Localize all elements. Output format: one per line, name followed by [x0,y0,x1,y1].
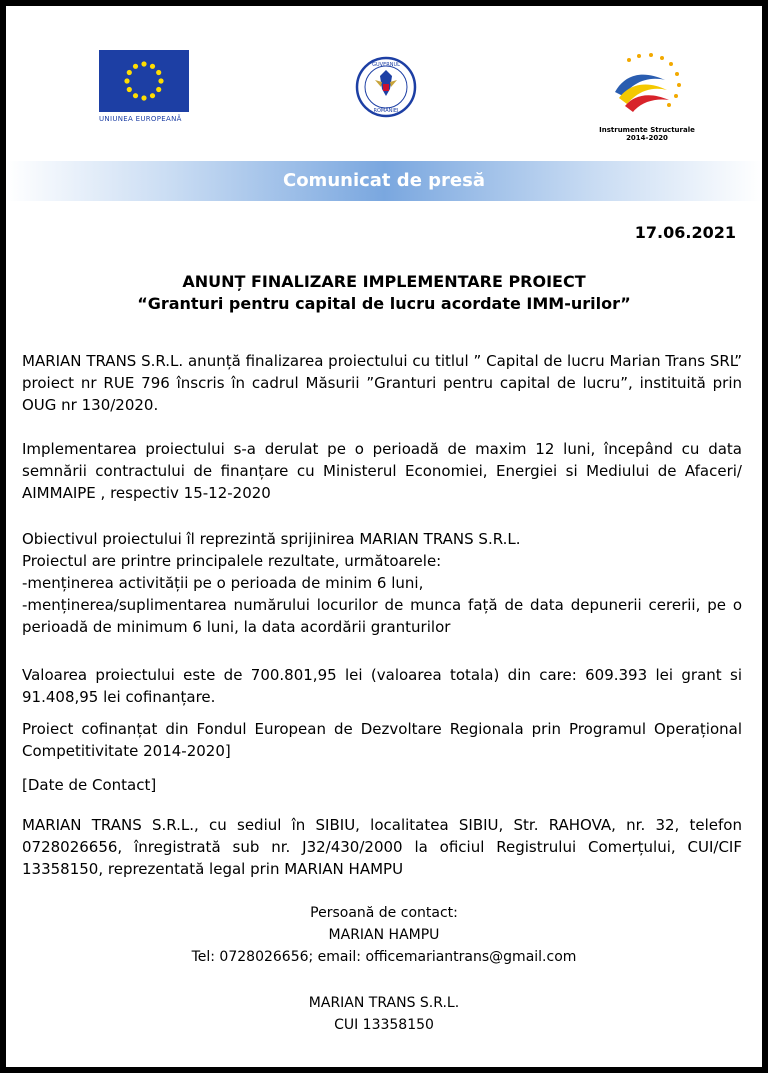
company-name: MARIAN TRANS S.R.L. [308,995,460,1011]
paragraph-company-details: MARIAN TRANS S.R.L., cu sediul în SIBIU, localitatea SIBIU, Str. RAHOVA, nr. 32, telefon 0728026656, înregistrată sub nr. J32/430/2000 la oficiul Registrului Comerțului, CUI/CIF 13358150, reprezentată legal prin MARIAN HAMPU [22,816,742,878]
contact-data-heading: [Date de Contact] [22,776,157,794]
result-item: -menținerea activității pe o perioada de minim 6 luni, [22,574,424,592]
company-cui: CUI 13358150 [334,1017,434,1033]
paragraph-objective [22,528,742,638]
eu-caption: UNIUNEA EUROPEANĂ [99,115,182,123]
paragraph-announcement: MARIAN TRANS S.R.L. anunță finalizarea proiectului cu titlul ” Capital de lucru Marian Trans SRL” proiect nr RUE 796 înscris în cadrul Măsurii ”Granturi pentru capital de lucru”, instituită prin OUG nr 130/2020. [22,352,742,414]
paragraph-project-value: Valoarea proiectului este de 700.801,95 lei (valoarea totala) din care: 609.393 lei grant si 91.408,95 lei cofinanțare. [22,666,742,706]
structural-instruments-logo [599,50,695,142]
company-signature-block [6,992,762,1036]
contact-name: MARIAN HAMPU [328,927,440,943]
structural-instruments-icon [599,50,695,120]
result-item: -menținerea/suplimentarea numărului locurilor de munca față de data depunerii cererii, pe o perioadă de minimum 6 luni, la data acordării granturilor [22,596,742,636]
paragraph-implementation: Implementarea proiectului s-a derulat pe o perioadă de maxim 12 luni, începând cu data semnării contractului de finanțare cu Ministerul Economiei, Energiei si Mediului de Afaceri/ AIMMAIPE , respectiv 15-12-2020 [22,440,742,502]
heading-line-1: ANUNȚ FINALIZARE IMPLEMENTARE PROIECT [182,272,586,291]
government-logo [355,56,417,118]
results-intro-line: Proiectul are printre principalele rezultate, următoarele: [22,552,442,570]
paragraph-cofinancing: Proiect cofinanțat din Fondul European de Dezvoltare Regionala prin Programul Operațional Competitivitate 2014-2020] [22,720,742,760]
government-seal-icon [355,56,417,118]
eu-logo [99,50,199,123]
is-caption-line2: 2014-2020 [626,134,668,142]
is-caption-line1: Instrumente Structurale [599,126,695,134]
contact-person-block [6,902,762,968]
svg-text:GUVERNUL: GUVERNUL [372,62,400,68]
logo-header [6,6,762,156]
contact-tel-email: Tel: 0728026656; email: officemariantrans@gmail.com [191,949,577,965]
is-caption [599,126,695,142]
announcement-heading [6,271,762,315]
eu-flag-icon [99,50,189,112]
heading-line-2: “Granturi pentru capital de lucru acordate IMM-urilor” [137,294,631,313]
press-release-banner [6,161,762,201]
contact-label: Persoană de contact: [310,905,458,921]
svg-text:ROMÂNIEI: ROMÂNIEI [373,108,399,114]
objective-line: Obiectivul proiectului îl reprezintă sprijinirea MARIAN TRANS S.R.L. [22,530,521,548]
banner-title: Comunicat de presă [282,170,485,191]
release-date: 17.06.2021 [634,223,736,242]
